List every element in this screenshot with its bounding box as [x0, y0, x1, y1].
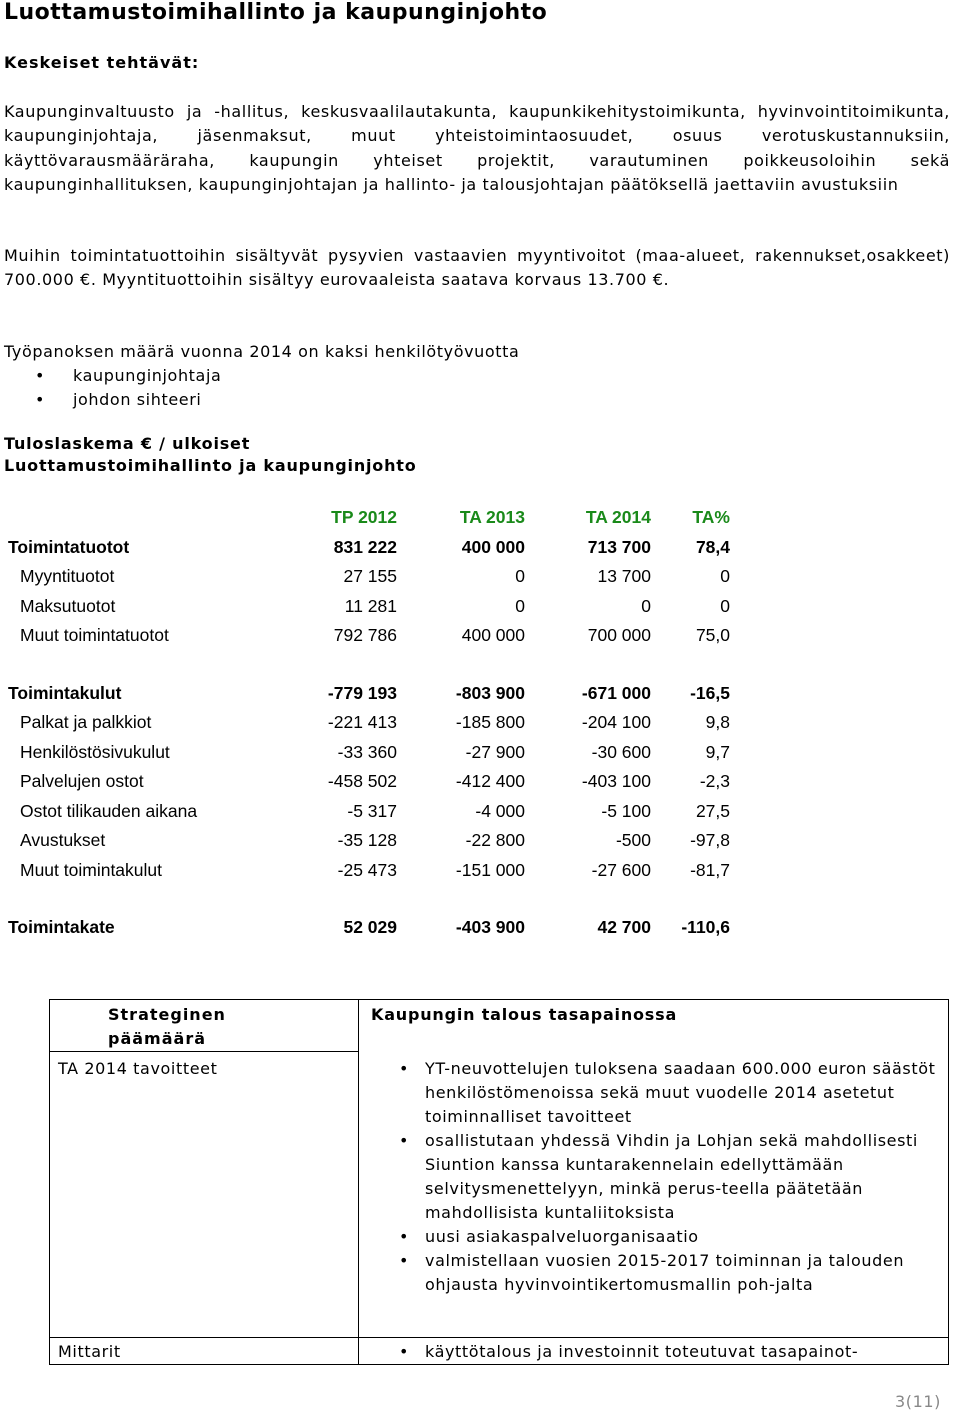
metrics-label: Mittarit — [50, 1337, 359, 1364]
cell: -204 100 — [581, 712, 651, 733]
cell: -16,5 — [690, 682, 730, 703]
column-header: TP 2012 — [331, 507, 397, 528]
cell: -458 502 — [327, 771, 397, 792]
cell: 713 700 — [587, 536, 651, 557]
cell: 792 786 — [333, 625, 397, 646]
row-label: Palvelujen ostot — [20, 771, 144, 792]
row-label: Toimintakate — [8, 917, 115, 938]
cell: 0 — [641, 595, 651, 616]
table-row — [8, 562, 730, 592]
tasks-paragraph: Kaupunginvaltuusto ja -hallitus, keskusvaalilautakunta, kaupunkikehitystoimikunta, hyvinvointitoimikunta, kaupunginjohtaja, jäsenmaksut, muut yhteistoimintaosuudet, osuus verotuskustannuksiin, käyttövarausmääräraha, kaupungin yhteiset projektit, varautuminen poikkeusoloihin sekä kaupunginhallituksen, kaupunginjohtajan ja hallinto- ja talousjohtajan päätöksellä jaettaviin avustuksiin — [4, 102, 950, 194]
cell: -221 413 — [327, 712, 397, 733]
cell: -185 800 — [455, 712, 525, 733]
cell: -27 600 — [591, 859, 651, 880]
row-label: Muut toimintatuotot — [20, 625, 169, 646]
income-statement-table — [8, 503, 730, 943]
table-spacer-row — [8, 885, 730, 913]
strategic-goal-label: Strateginen päämäärä — [108, 1005, 226, 1048]
table-header-row — [8, 503, 730, 533]
list-item: • valmistellaan vuosien 2015-2017 toiminnan ja talouden ohjausta hyvinvointikertomusmallin poh-jalta — [371, 1249, 940, 1297]
cell: -4 000 — [475, 800, 525, 821]
cell: 400 000 — [461, 625, 525, 646]
workload-list — [35, 364, 221, 412]
table-row — [8, 738, 730, 768]
table-row — [8, 767, 730, 797]
cell: 400 000 — [461, 536, 525, 557]
cell: 11 281 — [344, 595, 397, 616]
cell: -110,6 — [681, 917, 730, 938]
targets-label: TA 2014 tavoitteet — [50, 1052, 359, 1338]
list-item: • kaupunginjohtaja — [35, 364, 221, 388]
row-label: Maksutuotot — [20, 595, 116, 616]
row-label: Muut toimintakulut — [20, 859, 163, 880]
cell: -35 128 — [337, 830, 397, 851]
list-item: • uusi asiakaspalveluorganisaatio — [371, 1225, 940, 1249]
cell: -5 317 — [347, 800, 397, 821]
list-item: • johdon sihteeri — [35, 388, 221, 412]
column-header: TA 2013 — [459, 507, 525, 528]
table-spacer-row — [8, 651, 730, 679]
cell: -2,3 — [699, 771, 730, 792]
table-row — [8, 856, 730, 886]
row-label: Myyntituotot — [20, 566, 115, 587]
table-row — [8, 533, 730, 563]
cell: -671 000 — [581, 682, 651, 703]
row-label: Avustukset — [20, 830, 106, 851]
strategic-goal-value: Kaupungin talous tasapainossa — [371, 1005, 678, 1024]
table-row — [8, 913, 730, 943]
cell: 9,7 — [705, 741, 730, 762]
cell: 27,5 — [695, 800, 730, 821]
column-header: TA% — [692, 507, 730, 528]
cell: -151 000 — [455, 859, 525, 880]
goals-table — [49, 999, 949, 1365]
list-item: • YT-neuvottelujen tuloksena saadaan 600.000 euron säästöt henkilöstömenoissa sekä muut vuodelle 2014 asetetut toiminnalliset tavoitteet — [371, 1057, 940, 1129]
list-item: • käyttötalous ja investoinnit toteutuvat tasapainot- — [371, 1340, 940, 1364]
cell: -30 600 — [591, 741, 651, 762]
cell: -412 400 — [455, 771, 525, 792]
cell: 0 — [720, 595, 730, 616]
cell: -403 900 — [455, 917, 525, 938]
cell: 0 — [720, 566, 730, 587]
cell: 52 029 — [343, 917, 397, 938]
goals-row-metrics — [50, 1337, 949, 1364]
cell: -779 193 — [327, 682, 397, 703]
cell: 0 — [515, 566, 525, 587]
table-row — [8, 621, 730, 651]
cell: 75,0 — [695, 625, 730, 646]
row-label: Ostot tilikauden aikana — [20, 800, 198, 821]
workload-intro: Työpanoksen määrä vuonna 2014 on kaksi henkilötyövuotta — [4, 342, 520, 361]
cell: 831 222 — [333, 536, 397, 557]
cell: -500 — [615, 830, 651, 851]
page-title: Luottamustoimihallinto ja kaupunginjohto — [4, 0, 548, 25]
table-row — [8, 797, 730, 827]
metrics-list — [371, 1340, 940, 1364]
cell: -25 473 — [337, 859, 397, 880]
table-row — [8, 826, 730, 856]
cell: 700 000 — [587, 625, 651, 646]
cell: 78,4 — [695, 536, 730, 557]
row-label: Toimintatuotot — [8, 536, 130, 557]
column-header: TA 2014 — [585, 507, 651, 528]
cell: -33 360 — [337, 741, 397, 762]
goals-row-strategic — [50, 1000, 949, 1052]
targets-list — [371, 1057, 940, 1297]
cell: 0 — [515, 595, 525, 616]
table-row — [8, 679, 730, 709]
cell: -81,7 — [690, 859, 730, 880]
row-label: Toimintakulut — [8, 682, 122, 703]
cell: -803 900 — [455, 682, 525, 703]
cell: -97,8 — [690, 830, 730, 851]
cell: -27 900 — [465, 741, 525, 762]
table-row — [8, 708, 730, 738]
income-statement-heading-line1: Tuloslaskema € / ulkoiset — [4, 434, 251, 453]
revenue-note-paragraph: Muihin toimintatuottoihin sisältyvät pysyvien vastaavien myyntivoitot (maa-alueet, rakennukset,osakkeet) 700.000 €. Myyntituottoihin sisältyy eurovaaleista saatava korvaus 13.700 €. — [4, 246, 950, 290]
cell: -22 800 — [465, 830, 525, 851]
table-row — [8, 592, 730, 622]
cell: 27 155 — [343, 566, 397, 587]
income-statement-heading-line2: Luottamustoimihallinto ja kaupunginjohto — [4, 456, 417, 475]
cell: -5 100 — [601, 800, 651, 821]
goals-row-targets — [50, 1052, 949, 1338]
section-heading-tasks: Keskeiset tehtävät: — [4, 53, 200, 72]
cell: 42 700 — [597, 917, 651, 938]
cell: 13 700 — [597, 566, 651, 587]
list-item: • osallistutaan yhdessä Vihdin ja Lohjan sekä mahdollisesti Siuntion kanssa kuntarakennelain edellyttämään selvitysmenettelyyn, minkä perus-teella päätetään mahdollisista kuntaliitoksista — [371, 1129, 940, 1225]
cell: -403 100 — [581, 771, 651, 792]
page-number: 3(11) — [895, 1392, 942, 1411]
row-label: Henkilöstösivukulut — [20, 741, 170, 762]
cell: 9,8 — [705, 712, 730, 733]
income-statement-heading — [4, 433, 417, 477]
row-label: Palkat ja palkkiot — [20, 712, 152, 733]
